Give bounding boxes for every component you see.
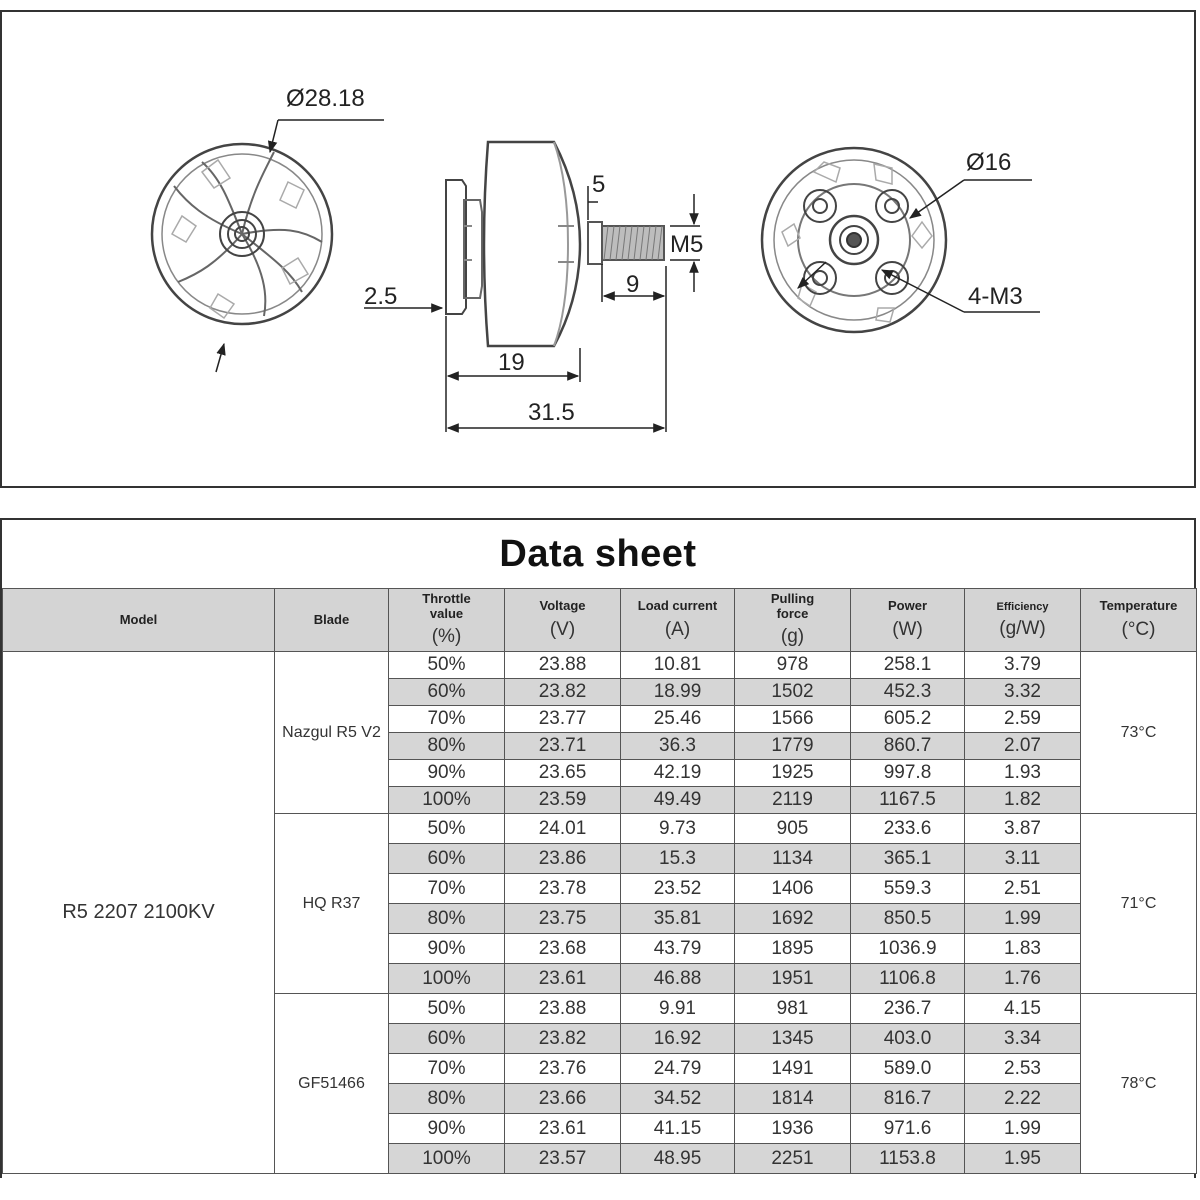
force-cell: 1895 — [735, 934, 851, 964]
power-cell: 589.0 — [851, 1054, 965, 1084]
efficiency-cell: 3.32 — [965, 679, 1081, 706]
power-cell: 850.5 — [851, 904, 965, 934]
power-cell: 1167.5 — [851, 787, 965, 814]
current-cell: 24.79 — [621, 1054, 735, 1084]
power-cell: 452.3 — [851, 679, 965, 706]
throttle-cell: 90% — [389, 1114, 505, 1144]
throttle-cell: 50% — [389, 994, 505, 1024]
efficiency-cell: 3.11 — [965, 844, 1081, 874]
power-cell: 236.7 — [851, 994, 965, 1024]
force-cell: 2251 — [735, 1144, 851, 1174]
efficiency-cell: 1.83 — [965, 934, 1081, 964]
current-cell: 16.92 — [621, 1024, 735, 1054]
header-blade: Blade — [275, 589, 389, 652]
base-thickness-label: 2.5 — [364, 283, 398, 310]
force-cell: 1925 — [735, 760, 851, 787]
throttle-cell: 70% — [389, 874, 505, 904]
efficiency-cell: 2.51 — [965, 874, 1081, 904]
efficiency-cell: 2.22 — [965, 1084, 1081, 1114]
force-cell: 1406 — [735, 874, 851, 904]
header-throttle: Throttle value (%) — [389, 589, 505, 652]
efficiency-cell: 1.82 — [965, 787, 1081, 814]
throttle-cell: 70% — [389, 1054, 505, 1084]
model-cell: R5 2207 2100KV — [3, 652, 275, 1174]
voltage-cell: 23.77 — [505, 706, 621, 733]
temperature-cell: 73°C — [1081, 652, 1197, 814]
side-view-dimensions — [364, 186, 700, 432]
power-cell: 1106.8 — [851, 964, 965, 994]
force-cell: 978 — [735, 652, 851, 679]
force-cell: 1134 — [735, 844, 851, 874]
throttle-cell: 80% — [389, 733, 505, 760]
throttle-cell: 100% — [389, 1144, 505, 1174]
power-cell: 403.0 — [851, 1024, 965, 1054]
power-cell: 605.2 — [851, 706, 965, 733]
current-cell: 41.15 — [621, 1114, 735, 1144]
data-sheet-table — [2, 588, 1197, 1174]
power-cell: 1153.8 — [851, 1144, 965, 1174]
force-cell: 1566 — [735, 706, 851, 733]
total-length-label: 31.5 — [528, 399, 575, 426]
temperature-cell: 78°C — [1081, 994, 1197, 1174]
current-cell: 49.49 — [621, 787, 735, 814]
rotor-diameter-label: Ø28.18 — [286, 85, 365, 112]
header-pulling-force: Pulling force (g) — [735, 589, 851, 652]
current-cell: 42.19 — [621, 760, 735, 787]
current-cell: 18.99 — [621, 679, 735, 706]
data-sheet-body — [3, 652, 1197, 1174]
power-cell: 816.7 — [851, 1084, 965, 1114]
voltage-cell: 23.75 — [505, 904, 621, 934]
efficiency-cell: 3.79 — [965, 652, 1081, 679]
efficiency-cell: 1.95 — [965, 1144, 1081, 1174]
blade-cell: HQ R37 — [275, 814, 389, 994]
force-cell: 1936 — [735, 1114, 851, 1144]
technical-drawing-panel — [0, 10, 1196, 488]
efficiency-cell: 2.53 — [965, 1054, 1081, 1084]
header-power: Power (W) — [851, 589, 965, 652]
current-cell: 9.91 — [621, 994, 735, 1024]
table-row — [3, 652, 1197, 679]
voltage-cell: 23.76 — [505, 1054, 621, 1084]
body-length-label: 19 — [498, 349, 525, 376]
header-model: Model — [3, 589, 275, 652]
force-cell: 1779 — [735, 733, 851, 760]
current-cell: 23.52 — [621, 874, 735, 904]
force-cell: 905 — [735, 814, 851, 844]
throttle-cell: 80% — [389, 904, 505, 934]
current-cell: 35.81 — [621, 904, 735, 934]
mount-holes-label: 4-M3 — [968, 283, 1023, 310]
throttle-cell: 90% — [389, 934, 505, 964]
current-cell: 48.95 — [621, 1144, 735, 1174]
voltage-cell: 24.01 — [505, 814, 621, 844]
base-diameter-label: Ø16 — [966, 149, 1012, 176]
power-cell: 971.6 — [851, 1114, 965, 1144]
current-cell: 15.3 — [621, 844, 735, 874]
throttle-cell: 60% — [389, 1024, 505, 1054]
voltage-cell: 23.71 — [505, 733, 621, 760]
force-cell: 1491 — [735, 1054, 851, 1084]
voltage-cell: 23.61 — [505, 1114, 621, 1144]
efficiency-cell: 2.59 — [965, 706, 1081, 733]
efficiency-cell: 3.87 — [965, 814, 1081, 844]
rotor-top-view — [152, 120, 384, 372]
data-sheet-panel — [0, 518, 1196, 1178]
voltage-cell: 23.59 — [505, 787, 621, 814]
voltage-cell: 23.68 — [505, 934, 621, 964]
power-cell: 258.1 — [851, 652, 965, 679]
header-voltage: Voltage (V) — [505, 589, 621, 652]
voltage-cell: 23.57 — [505, 1144, 621, 1174]
voltage-cell: 23.86 — [505, 844, 621, 874]
throttle-cell: 100% — [389, 787, 505, 814]
current-cell: 10.81 — [621, 652, 735, 679]
voltage-cell: 23.82 — [505, 679, 621, 706]
efficiency-cell: 1.93 — [965, 760, 1081, 787]
header-efficiency: Efficiency (g/W) — [965, 589, 1081, 652]
efficiency-cell: 1.76 — [965, 964, 1081, 994]
motor-side-view — [446, 142, 664, 346]
force-cell: 1814 — [735, 1084, 851, 1114]
efficiency-cell: 2.07 — [965, 733, 1081, 760]
throttle-cell: 100% — [389, 964, 505, 994]
force-cell: 1692 — [735, 904, 851, 934]
voltage-cell: 23.88 — [505, 994, 621, 1024]
voltage-cell: 23.88 — [505, 652, 621, 679]
current-cell: 43.79 — [621, 934, 735, 964]
power-cell: 1036.9 — [851, 934, 965, 964]
shaft-length-label: 9 — [626, 271, 640, 298]
current-cell: 25.46 — [621, 706, 735, 733]
temperature-cell: 71°C — [1081, 814, 1197, 994]
base-bottom-view — [762, 148, 946, 332]
voltage-cell: 23.61 — [505, 964, 621, 994]
header-load-current: Load current (A) — [621, 589, 735, 652]
force-cell: 1345 — [735, 1024, 851, 1054]
header-temperature: Temperature (°C) — [1081, 589, 1197, 652]
voltage-cell: 23.82 — [505, 1024, 621, 1054]
throttle-cell: 80% — [389, 1084, 505, 1114]
throttle-cell: 60% — [389, 679, 505, 706]
shaft-step-label: 5 — [592, 171, 606, 198]
data-sheet-title: Data sheet — [499, 532, 697, 575]
shaft-thread-label: M5 — [670, 231, 704, 258]
power-cell: 860.7 — [851, 733, 965, 760]
force-cell: 2119 — [735, 787, 851, 814]
power-cell: 233.6 — [851, 814, 965, 844]
throttle-cell: 60% — [389, 844, 505, 874]
current-cell: 46.88 — [621, 964, 735, 994]
force-cell: 1502 — [735, 679, 851, 706]
efficiency-cell: 1.99 — [965, 1114, 1081, 1144]
current-cell: 34.52 — [621, 1084, 735, 1114]
power-cell: 997.8 — [851, 760, 965, 787]
throttle-cell: 50% — [389, 814, 505, 844]
power-cell: 365.1 — [851, 844, 965, 874]
efficiency-cell: 1.99 — [965, 904, 1081, 934]
throttle-cell: 50% — [389, 652, 505, 679]
force-cell: 981 — [735, 994, 851, 1024]
voltage-cell: 23.78 — [505, 874, 621, 904]
throttle-cell: 90% — [389, 760, 505, 787]
voltage-cell: 23.65 — [505, 760, 621, 787]
header-row — [3, 589, 1197, 652]
current-cell: 36.3 — [621, 733, 735, 760]
efficiency-cell: 3.34 — [965, 1024, 1081, 1054]
voltage-cell: 23.66 — [505, 1084, 621, 1114]
current-cell: 9.73 — [621, 814, 735, 844]
power-cell: 559.3 — [851, 874, 965, 904]
motor-dimension-drawing — [2, 12, 1198, 490]
blade-cell: GF51466 — [275, 994, 389, 1174]
force-cell: 1951 — [735, 964, 851, 994]
throttle-cell: 70% — [389, 706, 505, 733]
efficiency-cell: 4.15 — [965, 994, 1081, 1024]
blade-cell: Nazgul R5 V2 — [275, 652, 389, 814]
